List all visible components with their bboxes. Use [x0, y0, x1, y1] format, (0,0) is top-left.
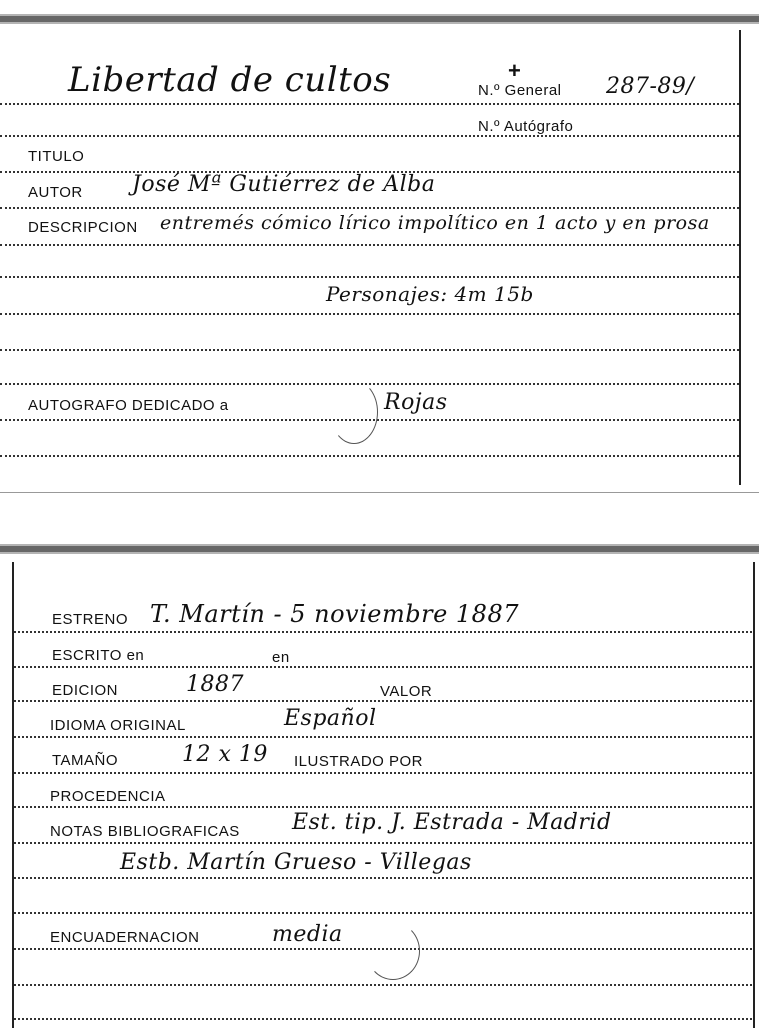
- titulo-label: TITULO: [28, 148, 85, 165]
- personajes-value: Personajes: 4m 15b: [326, 282, 534, 306]
- descripcion-value: entremés cómico lírico impolítico en 1 acto y en prosa: [160, 212, 710, 234]
- line-1: [0, 103, 739, 105]
- notas-value-2: Estb. Martín Grueso - Villegas: [120, 850, 472, 875]
- encuadernacion-label: ENCUADERNACION: [50, 929, 200, 946]
- en-label: en: [272, 649, 290, 666]
- line-7: [0, 313, 739, 315]
- line-9: [0, 383, 739, 385]
- descripcion-label: DESCRIPCION: [28, 219, 138, 236]
- line-4: [0, 207, 739, 209]
- blot-mark-top: [330, 380, 378, 444]
- tamano-label: TAMAÑO: [52, 752, 119, 769]
- ilustrado-label: ILUSTRADO POR: [294, 753, 424, 770]
- line-6: [0, 276, 739, 278]
- idioma-label: IDIOMA ORIGINAL: [50, 717, 186, 734]
- dedicado-value: Rojas: [384, 390, 448, 415]
- autor-label: AUTOR: [28, 184, 83, 201]
- notas-label: NOTAS BIBLIOGRAFICAS: [50, 823, 240, 840]
- torn-edge-bottom: [0, 540, 759, 558]
- general-label: N.º General: [478, 82, 562, 99]
- idioma-value: Español: [284, 706, 377, 731]
- plus-mark: +: [508, 58, 521, 83]
- autografo-label: N.º Autógrafo: [478, 118, 574, 135]
- catalog-card-bottom: [0, 538, 759, 1028]
- card-right-border-2: [753, 562, 755, 1028]
- card-right-border: [739, 30, 741, 485]
- autor-value: José Mª Gutiérrez de Alba: [132, 172, 436, 197]
- tamano-value: 12 x 19: [182, 742, 268, 767]
- valor-label: VALOR: [380, 683, 433, 700]
- estreno-value: T. Martín - 5 noviembre 1887: [150, 600, 519, 628]
- estreno-label: ESTRENO: [52, 611, 129, 628]
- edicion-label: EDICION: [52, 682, 119, 699]
- blot-mark-bottom: [366, 922, 420, 980]
- line-11: [0, 455, 739, 457]
- line-8: [0, 349, 739, 351]
- line-2: [0, 135, 739, 137]
- line-5: [0, 244, 739, 246]
- procedencia-label: PROCEDENCIA: [50, 788, 166, 805]
- catalog-card-top: [0, 0, 759, 492]
- escrito-label: ESCRITO en: [52, 647, 145, 664]
- encuadernacion-value: media: [272, 922, 343, 947]
- dedicado-label: AUTOGRAFO DEDICADO a: [28, 397, 229, 414]
- card-title: Libertad de cultos: [68, 60, 392, 100]
- general-value: 287-89/: [606, 74, 695, 99]
- torn-edge-top: [0, 10, 759, 28]
- notas-value-1: Est. tip. J. Estrada - Madrid: [292, 810, 612, 835]
- edicion-value: 1887: [186, 672, 244, 697]
